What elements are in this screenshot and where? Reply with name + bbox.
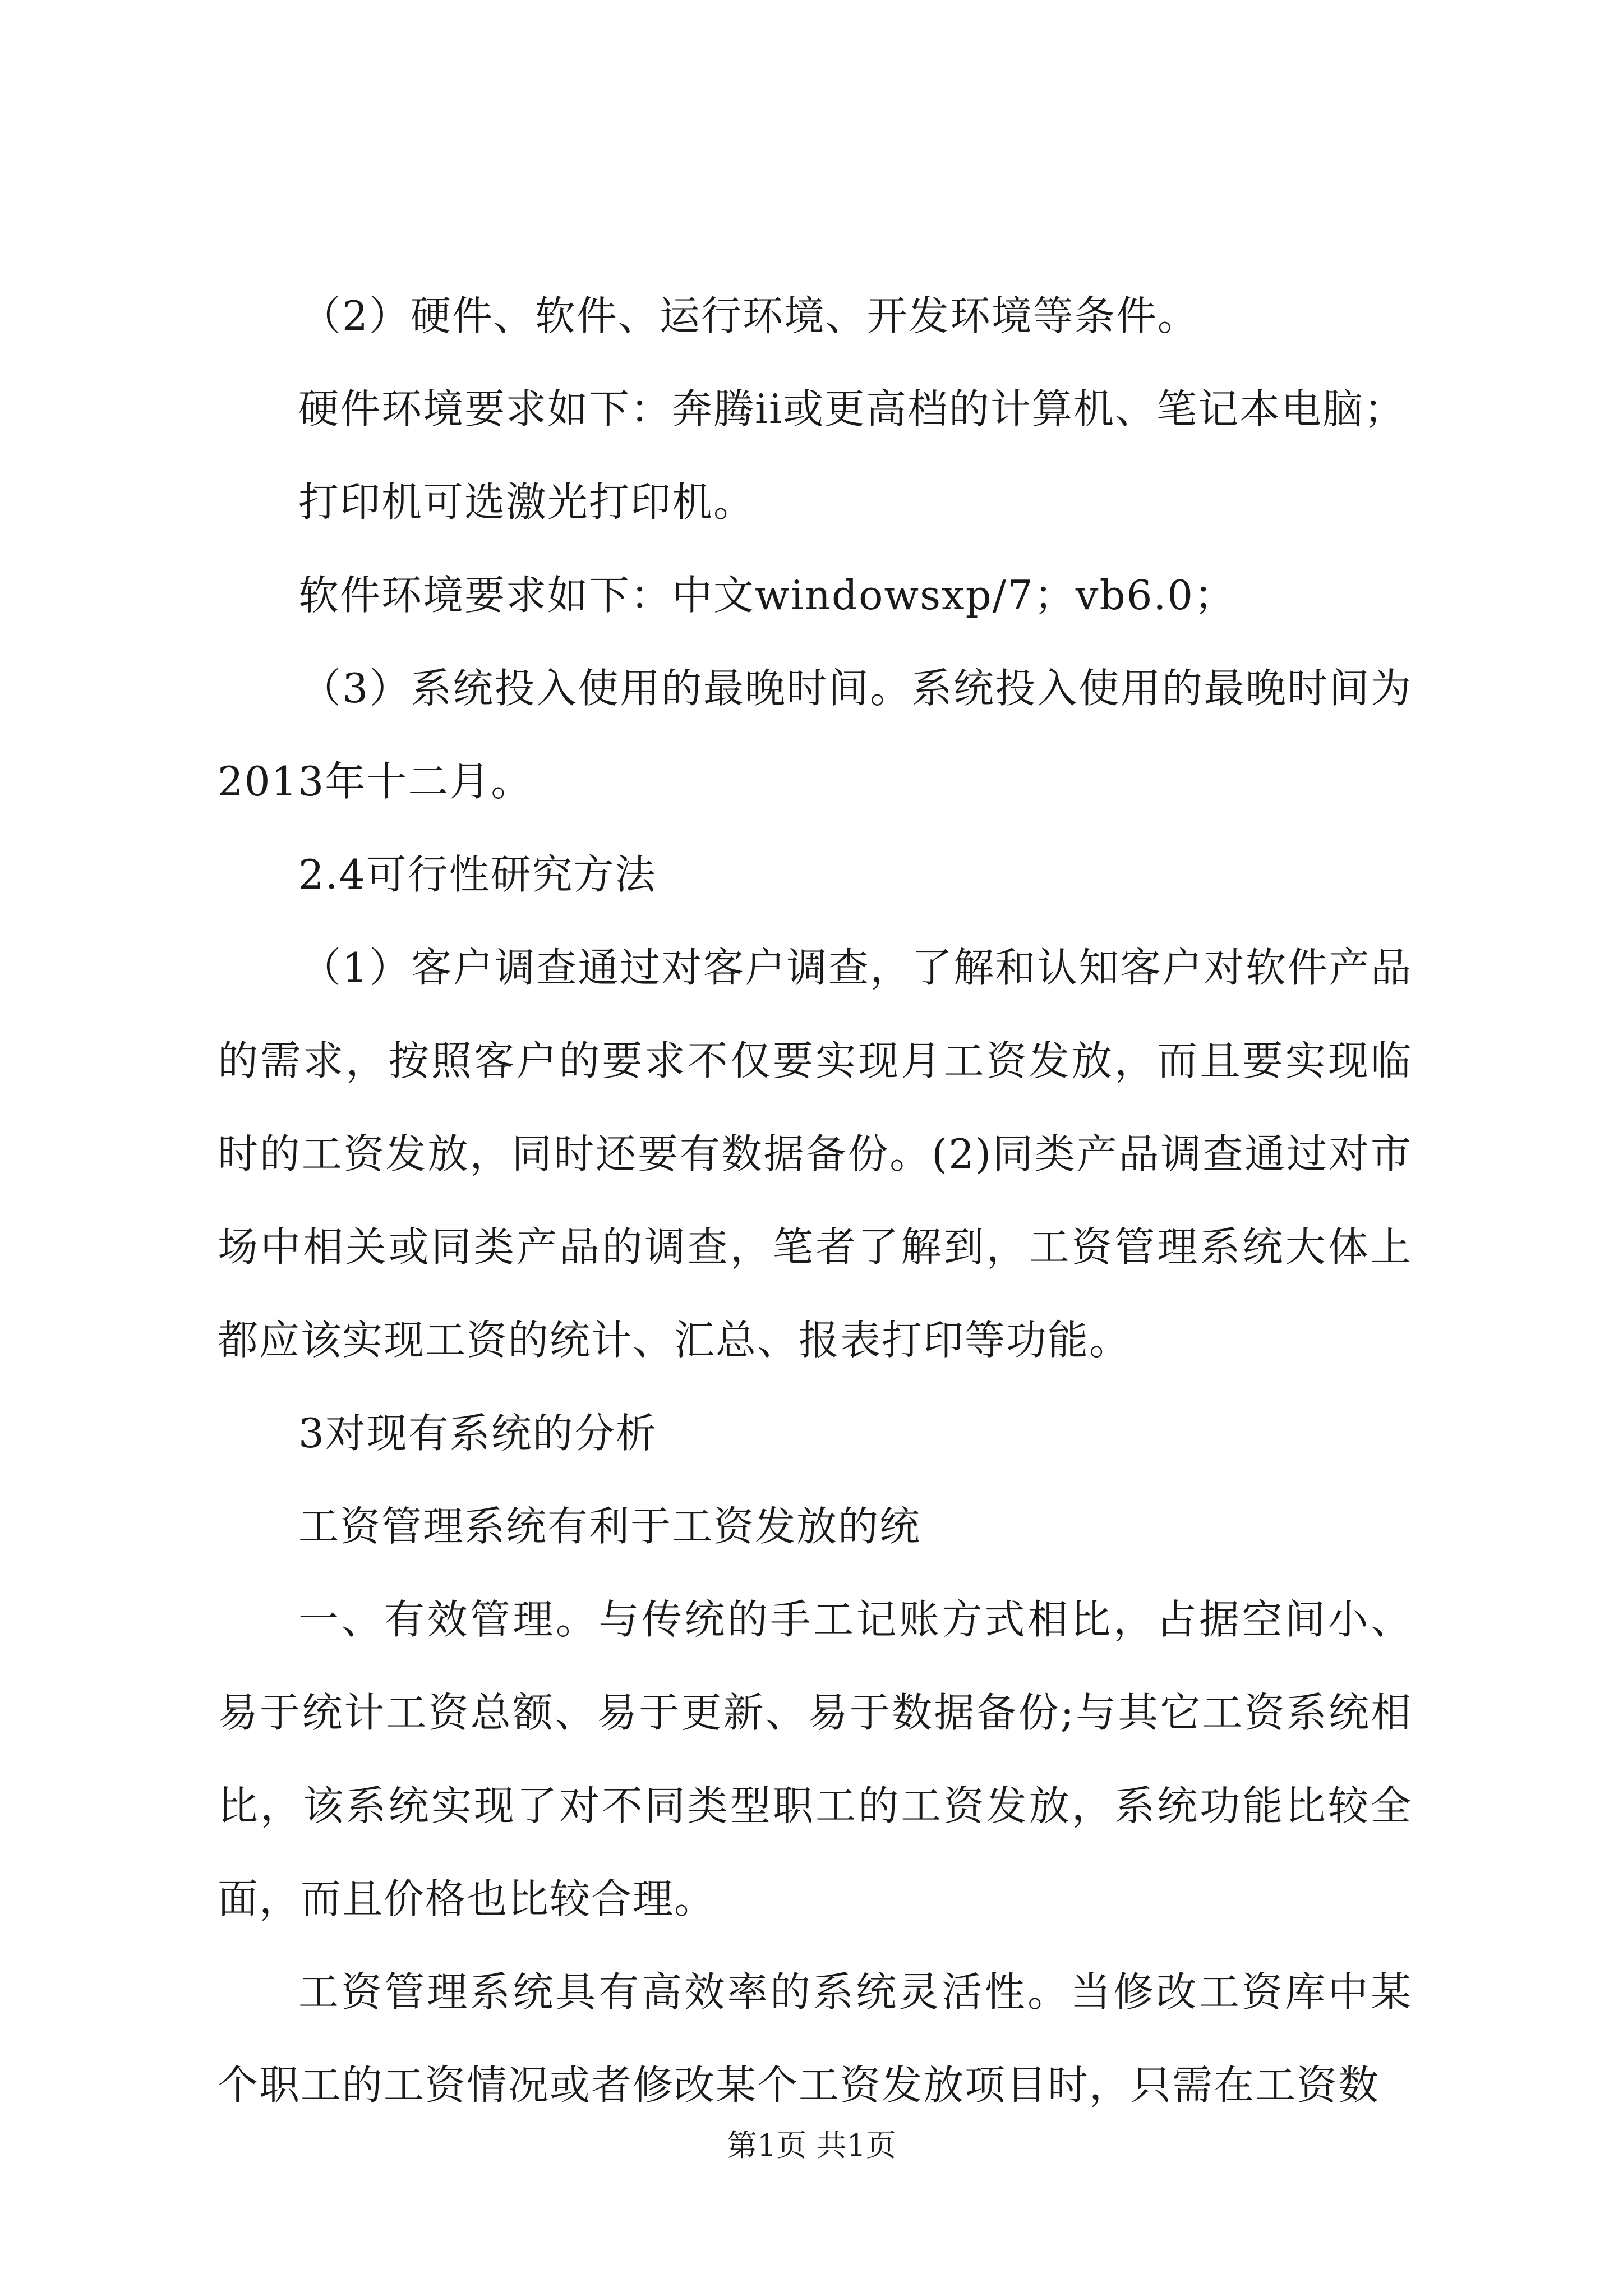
paragraph-printer: 打印机可选激光打印机。 (298, 478, 755, 526)
page-number-label: 第1页 共1页 (727, 2128, 896, 2163)
paragraph-system-flexibility: 工资管理系统具有高效率的系统灵活性。当修改工资库中某个职工的工资情况或者修改某个工资发放项目时，只需在工资数 (218, 1968, 1412, 2109)
paragraph-customer-survey: （1）客户调查通过对客户调查，了解和认知客户对软件产品的需求，按照客户的要求不仅要实现月工资发放，而且要实现临时的工资发放，同时还要有数据备份。(2)同类产品调查通过对市场中相关或同类产品的调查，笔者了解到，工资管理系统大体上都应该实现工资的统计、汇总、报表打印等功能。 (218, 944, 1412, 1364)
paragraph-hardware-environment: 硬件环境要求如下：奔腾ii或更高档的计算机、笔记本电脑； (298, 385, 1406, 432)
paragraph-deadline: （3）系统投入使用的最晚时间。系统投入使用的最晚时间为2013年十二月。 (218, 665, 1412, 805)
paragraph-requirements-conditions: （2）硬件、软件、运行环境、开发环境等条件。 (301, 292, 1199, 339)
section-heading-feasibility-methods: 2.4可行性研究方法 (298, 851, 657, 898)
paragraph-effective-management: 一、有效管理。与传统的手工记账方式相比，占据空间小、易于统计工资总额、易于更新、易于数据备份;与其它工资系统相比，该系统实现了对不同类型职工的工资发放，系统功能比较全面，而且价格也比较合理。 (218, 1596, 1412, 1922)
page-footer (0, 2126, 1623, 2165)
paragraph-payroll-benefit: 工资管理系统有利于工资发放的统 (298, 1503, 921, 1550)
document-body (218, 269, 1412, 2132)
paragraph-software-environment: 软件环境要求如下：中文windowsxp/7；vb6.0； (298, 572, 1236, 619)
section-heading-existing-system-analysis: 3对现有系统的分析 (298, 1410, 657, 1457)
